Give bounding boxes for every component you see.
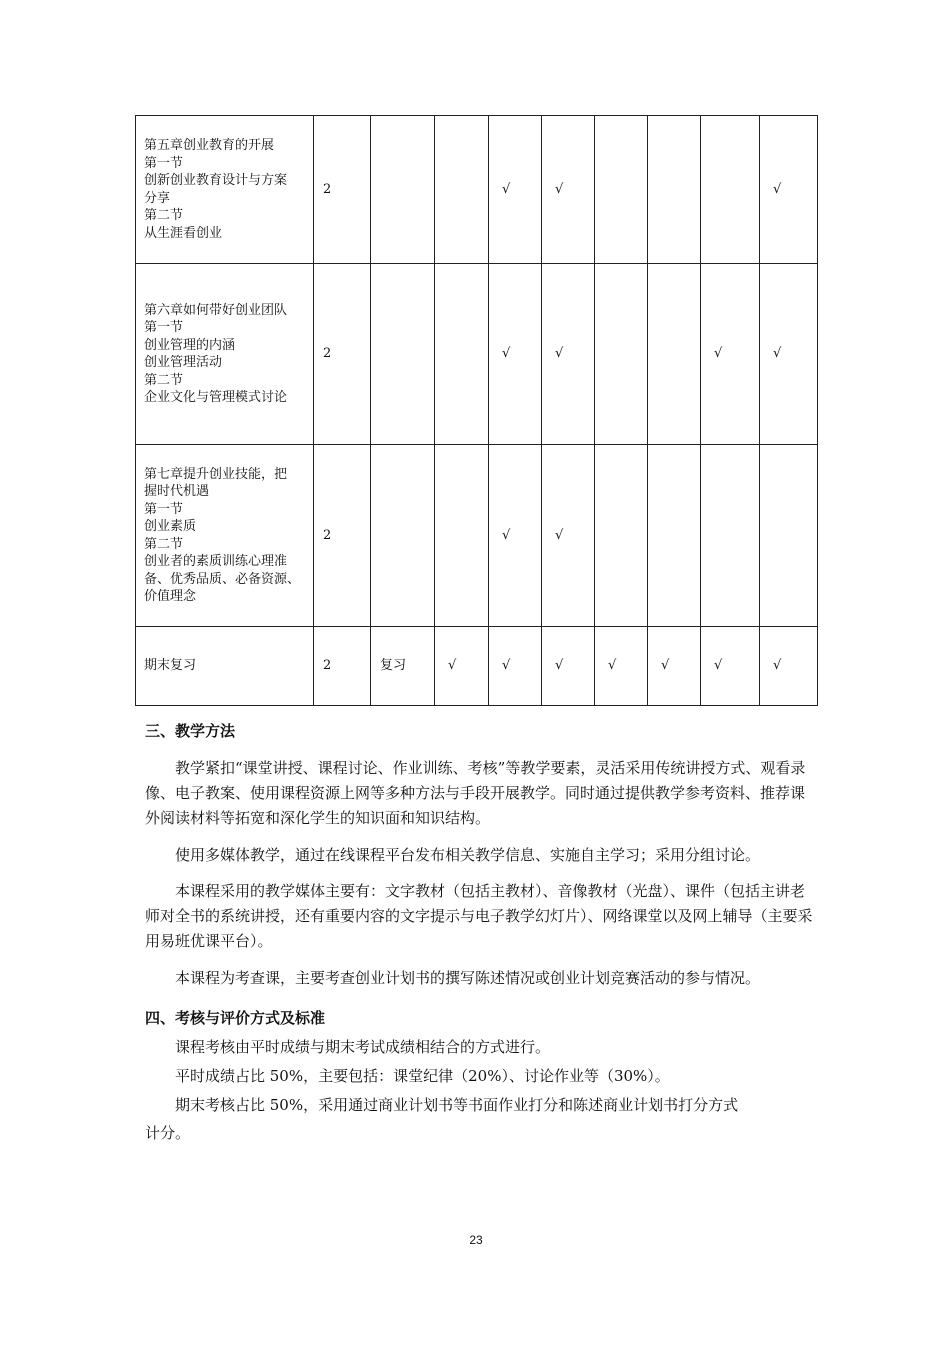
table-row [136, 264, 818, 445]
chapter-cell [136, 116, 314, 264]
chapter-line: 创业管理活动 [144, 355, 223, 370]
table-row [136, 627, 818, 706]
section3-paragraph-1: 教学紧扣“课堂讲授、课程讨论、作业训练、考核”等教学要素，灵活采用传统讲授方式、观看录像、电子教案、使用课程资源上网等多种方法与手段开展教学。同时通过提供教学参考资料、推荐课外阅读材料等拓宽和深化学生的知识面和知识结构。 [145, 759, 806, 827]
chapter-line: 创业者的素质训练心理准 [144, 554, 288, 569]
chapter-line: 分享 [144, 190, 171, 206]
hours-cell: 2 [314, 264, 371, 445]
check-mark-cell: √ [489, 445, 542, 627]
table-body [136, 116, 818, 706]
check-mark-cell [595, 264, 648, 445]
chapter-line: 第五章创业教育的开展 [144, 138, 275, 153]
chapter-line: 创业素质 [144, 519, 197, 534]
chapter-line: 第七章提升创业技能，把 [144, 466, 288, 482]
section4-line-2: 平时成绩占比 50%，主要包括：课堂纪律（20%）、讨论作业等（30%）。 [175, 1067, 670, 1085]
check-mark-cell [648, 116, 701, 264]
page-number: 23 [469, 1233, 483, 1247]
check-mark-cell: √ [489, 627, 542, 706]
chapter-line: 第一节 [144, 320, 184, 335]
check-mark-cell: √ [701, 264, 760, 445]
check-mark-cell: √ [542, 116, 595, 264]
chapter-line: 备、优秀品质、必备资源、 [144, 571, 301, 587]
check-mark-cell: √ [489, 116, 542, 264]
check-mark-cell: √ [760, 627, 818, 706]
check-mark-cell [701, 445, 760, 627]
check-mark-cell: √ [648, 627, 701, 706]
check-mark-cell [701, 116, 760, 264]
chapter-line: 第一节 [144, 155, 184, 171]
check-mark-cell [595, 116, 648, 264]
section4-heading: 四、考核与评价方式及标准 [145, 1009, 326, 1027]
check-mark-cell [435, 264, 489, 445]
chapter-line: 第二节 [144, 536, 184, 552]
note-cell [371, 264, 435, 445]
chapter-line: 创业管理的内涵 [144, 337, 236, 353]
chapter-cell [136, 627, 314, 706]
chapter-line: 握时代机遇 [144, 484, 210, 499]
check-mark-cell: √ [542, 445, 595, 627]
section3-paragraph-2: 使用多媒体教学，通过在线课程平台发布相关教学信息、实施自主学习；采用分组讨论。 [175, 846, 761, 864]
note-cell [371, 116, 435, 264]
note-cell [371, 445, 435, 627]
check-mark-cell: √ [701, 627, 760, 706]
chapter-line: 期末复习 [144, 658, 197, 674]
chapter-line: 价值理念 [144, 589, 197, 604]
check-mark-cell: √ [542, 264, 595, 445]
check-mark-cell [760, 445, 818, 627]
chapter-line: 第二节 [144, 208, 184, 223]
chapter-line: 从生涯看创业 [144, 225, 223, 241]
section4-line-3: 期末考核占比 50%，采用通过商业计划书等书面作业打分和陈述商业计划书打分方式 [175, 1096, 739, 1114]
check-mark-cell: √ [760, 264, 818, 445]
check-mark-cell [648, 445, 701, 627]
hours-cell: 2 [314, 116, 371, 264]
chapter-line: 第一节 [144, 501, 184, 517]
table-row [136, 116, 818, 264]
table-row [136, 445, 818, 627]
hours-cell: 2 [314, 627, 371, 706]
check-mark-cell [648, 264, 701, 445]
chapter-line: 第二节 [144, 372, 184, 388]
check-mark-cell: √ [489, 264, 542, 445]
check-mark-cell: √ [595, 627, 648, 706]
check-mark-cell: √ [542, 627, 595, 706]
section4-line-3-continued: 计分。 [145, 1124, 191, 1142]
chapter-line: 创新创业教育设计与方案 [144, 173, 288, 188]
section4-line-1: 课程考核由平时成绩与期末考试成绩相结合的方式进行。 [175, 1038, 551, 1056]
hours-cell: 2 [314, 445, 371, 627]
check-mark-cell: √ [435, 627, 489, 706]
check-mark-cell [595, 445, 648, 627]
curriculum-table [135, 115, 818, 706]
chapter-line: 企业文化与管理模式讨论 [144, 390, 288, 405]
section3-paragraph-3: 本课程采用的教学媒体主要有：文字教材（包括主教材）、音像教材（光盘）、课件（包括主讲老师对全书的系统讲授，还有重要内容的文字提示与电子教学幻灯片）、网络课堂以及网上辅导（主要采用易班优课平台）。 [145, 882, 813, 950]
chapter-cell [136, 264, 314, 445]
check-mark-cell: √ [760, 116, 818, 264]
check-mark-cell [435, 445, 489, 627]
section3-heading: 三、教学方法 [145, 722, 236, 740]
note-cell: 复习 [371, 627, 435, 706]
chapter-line: 第六章如何带好创业团队 [144, 302, 288, 318]
chapter-cell [136, 445, 314, 627]
section3-paragraph-4: 本课程为考查课，主要考查创业计划书的撰写陈述情况或创业计划竞赛活动的参与情况。 [175, 969, 761, 987]
check-mark-cell [435, 116, 489, 264]
